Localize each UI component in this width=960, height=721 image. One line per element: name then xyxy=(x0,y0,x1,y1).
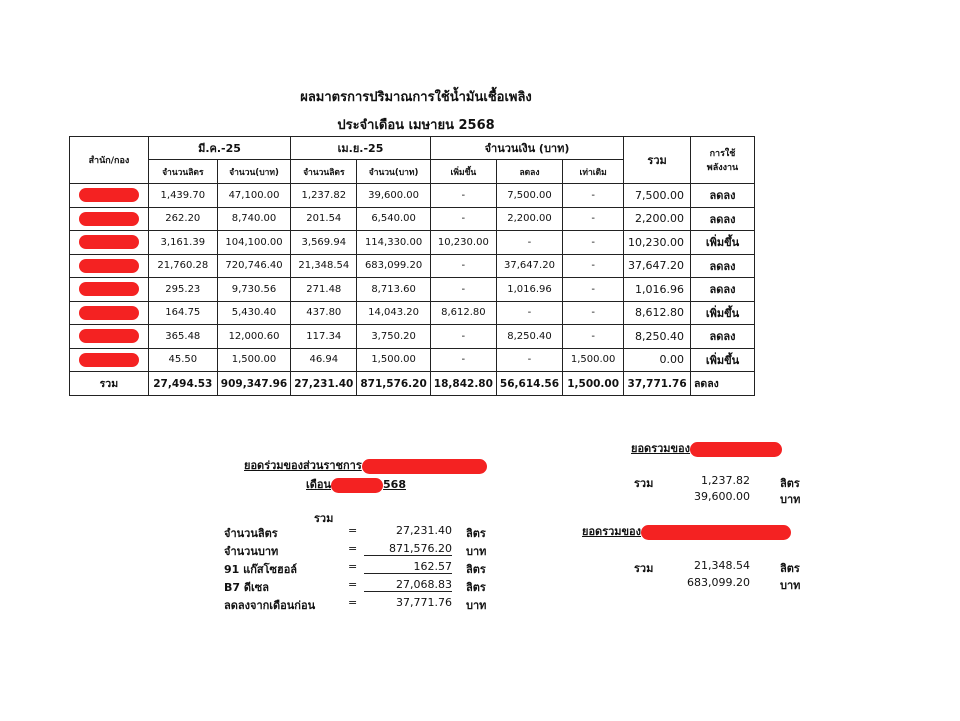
summary-right-2-liters-unit: ลิตร xyxy=(780,562,800,575)
cell-total: 37,647.20 xyxy=(624,254,691,278)
redaction-mark xyxy=(331,478,383,493)
summary-right-2-heading: ยอดรวมของ xyxy=(582,525,642,538)
cell-apr_l: 201.54 xyxy=(291,207,357,231)
cell-total: 8,612.80 xyxy=(624,301,691,325)
sub-equal: เท่าเดิม xyxy=(563,160,624,184)
totals-increase: 18,842.80 xyxy=(430,372,496,396)
summary-eq: = xyxy=(348,542,358,555)
summary-right-1-heading-line xyxy=(631,439,782,457)
redaction-mark xyxy=(79,235,139,249)
table-row xyxy=(70,254,755,278)
cell-dec: 2,200.00 xyxy=(496,207,562,231)
summary-left-total-label: รวม xyxy=(314,512,334,525)
cell-dec: - xyxy=(496,348,562,372)
totals-mar-baht: 909,347.96 xyxy=(217,372,290,396)
cell-apr_b: 1,500.00 xyxy=(357,348,430,372)
cell-status: เพิ่มขึ้น xyxy=(690,301,754,325)
cell-apr_b: 114,330.00 xyxy=(357,231,430,255)
redaction-mark xyxy=(641,525,791,540)
cell-mar_l: 164.75 xyxy=(148,301,217,325)
summary-value: 37,771.76 xyxy=(396,596,452,609)
redaction-mark xyxy=(79,353,139,367)
cell-apr_l: 3,569.94 xyxy=(291,231,357,255)
group-mar-header: มี.ค.-25 xyxy=(148,137,290,160)
cell-dec: - xyxy=(496,231,562,255)
redaction-mark xyxy=(690,442,782,457)
sub-baht-mar: จำนวน(บาท) xyxy=(217,160,290,184)
group-apr-header: เม.ย.-25 xyxy=(291,137,431,160)
cell-status: ลดลง xyxy=(690,207,754,231)
summary-right-2-baht: 683,099.20 xyxy=(687,576,750,589)
summary-eq: = xyxy=(348,560,358,573)
summary-row xyxy=(224,524,504,540)
summary-unit: ลิตร xyxy=(466,581,486,594)
summary-right-2-total-label: รวม xyxy=(634,562,654,575)
redaction-mark xyxy=(362,459,487,474)
cell-mar_b: 1,500.00 xyxy=(217,348,290,372)
totals-equal: 1,500.00 xyxy=(563,372,624,396)
summary-label: ลดลงจากเดือนก่อน xyxy=(224,599,316,612)
cell-dec: - xyxy=(496,301,562,325)
summary-eq: = xyxy=(348,596,358,609)
redaction-mark xyxy=(79,306,139,320)
summary-label: จำนวนลิตร xyxy=(224,527,278,540)
table-row xyxy=(70,325,755,349)
cell-status: ลดลง xyxy=(690,278,754,302)
cell-status: ลดลง xyxy=(690,325,754,349)
cell-apr_b: 39,600.00 xyxy=(357,184,430,208)
totals-total: 37,771.76 xyxy=(624,372,691,396)
cell-eq: - xyxy=(563,301,624,325)
cell-mar_l: 45.50 xyxy=(148,348,217,372)
cell-mar_b: 47,100.00 xyxy=(217,184,290,208)
summary-left-month-line xyxy=(306,475,406,493)
cell-mar_b: 104,100.00 xyxy=(217,231,290,255)
summary-unit: บาท xyxy=(466,599,487,612)
totals-apr-liters: 27,231.40 xyxy=(291,372,357,396)
cell-inc: - xyxy=(430,325,496,349)
cell-total: 1,016.96 xyxy=(624,278,691,302)
summary-unit: บาท xyxy=(466,545,487,558)
cell-inc: - xyxy=(430,207,496,231)
cell-mar_l: 295.23 xyxy=(148,278,217,302)
cell-total: 8,250.40 xyxy=(624,325,691,349)
sub-increase: เพิ่มขึ้น xyxy=(430,160,496,184)
summary-row xyxy=(224,542,504,558)
cell-status: เพิ่มขึ้น xyxy=(690,348,754,372)
summary-left-heading-line xyxy=(244,456,487,474)
unit-cell xyxy=(70,184,149,208)
summary-value: 162.57 xyxy=(364,560,452,574)
redaction-mark xyxy=(79,282,139,296)
cell-mar_b: 8,740.00 xyxy=(217,207,290,231)
document-title: ผลมาตรการปริมาณการใช้น้ำมันเชื้อเพลิง xyxy=(300,90,532,105)
col-total-header: รวม xyxy=(624,137,691,184)
summary-unit: ลิตร xyxy=(466,563,486,576)
cell-mar_l: 365.48 xyxy=(148,325,217,349)
summary-row xyxy=(224,578,504,594)
col-usage-header: การใช้พลังงาน xyxy=(690,137,754,184)
cell-mar_b: 5,430.40 xyxy=(217,301,290,325)
cell-inc: 10,230.00 xyxy=(430,231,496,255)
summary-right-1-total-label: รวม xyxy=(634,477,654,490)
col-unit-header: สำนัก/กอง xyxy=(70,137,149,184)
cell-inc: 8,612.80 xyxy=(430,301,496,325)
cell-inc: - xyxy=(430,254,496,278)
totals-label: รวม xyxy=(70,372,149,396)
summary-left-month-suffix: 568 xyxy=(383,478,406,491)
cell-mar_b: 720,746.40 xyxy=(217,254,290,278)
redaction-mark xyxy=(79,188,139,202)
totals-apr-baht: 871,576.20 xyxy=(357,372,430,396)
totals-row xyxy=(70,372,755,396)
unit-cell xyxy=(70,278,149,302)
cell-dec: 37,647.20 xyxy=(496,254,562,278)
summary-right-2-baht-unit: บาท xyxy=(780,579,801,592)
unit-cell xyxy=(70,254,149,278)
summary-eq: = xyxy=(348,578,358,591)
summary-value: 27,068.83 xyxy=(364,578,452,592)
cell-status: เพิ่มขึ้น xyxy=(690,231,754,255)
summary-right-1-baht: 39,600.00 xyxy=(694,490,750,503)
unit-cell xyxy=(70,207,149,231)
cell-status: ลดลง xyxy=(690,254,754,278)
sub-liters-mar: จำนวนลิตร xyxy=(148,160,217,184)
cell-inc: - xyxy=(430,348,496,372)
cell-status: ลดลง xyxy=(690,184,754,208)
document-subtitle: ประจำเดือน เมษายน 2568 xyxy=(337,118,495,133)
unit-cell xyxy=(70,301,149,325)
cell-apr_l: 46.94 xyxy=(291,348,357,372)
cell-mar_l: 1,439.70 xyxy=(148,184,217,208)
cell-total: 7,500.00 xyxy=(624,184,691,208)
cell-mar_l: 3,161.39 xyxy=(148,231,217,255)
sub-decrease: ลดลง xyxy=(496,160,562,184)
table-row xyxy=(70,184,755,208)
cell-inc: - xyxy=(430,278,496,302)
table-row xyxy=(70,278,755,302)
cell-eq: 1,500.00 xyxy=(563,348,624,372)
summary-row xyxy=(224,560,504,576)
summary-left-month-prefix: เดือน xyxy=(306,478,332,491)
totals-mar-liters: 27,494.53 xyxy=(148,372,217,396)
summary-unit: ลิตร xyxy=(466,527,486,540)
redaction-mark xyxy=(79,212,139,226)
cell-mar_b: 12,000.60 xyxy=(217,325,290,349)
summary-right-1-heading: ยอดรวมของ xyxy=(631,442,691,455)
unit-cell xyxy=(70,348,149,372)
cell-inc: - xyxy=(430,184,496,208)
totals-decrease: 56,614.56 xyxy=(496,372,562,396)
unit-cell xyxy=(70,231,149,255)
summary-right-2-heading-line xyxy=(582,522,791,540)
summary-row xyxy=(224,596,504,612)
fuel-usage-table xyxy=(69,136,755,396)
cell-apr_l: 117.34 xyxy=(291,325,357,349)
table-row xyxy=(70,207,755,231)
cell-apr_b: 683,099.20 xyxy=(357,254,430,278)
summary-left-heading: ยอดร่วมของส่วนราชการ xyxy=(244,459,362,472)
cell-eq: - xyxy=(563,278,624,302)
table-row xyxy=(70,231,755,255)
summary-label: 91 แก๊สโซฮอล์ xyxy=(224,563,298,576)
sub-baht-apr: จำนวน(บาท) xyxy=(357,160,430,184)
totals-status: ลดลง xyxy=(690,372,754,396)
cell-eq: - xyxy=(563,254,624,278)
summary-right-2-liters: 21,348.54 xyxy=(694,559,750,572)
cell-dec: 7,500.00 xyxy=(496,184,562,208)
cell-apr_l: 1,237.82 xyxy=(291,184,357,208)
cell-eq: - xyxy=(563,184,624,208)
cell-total: 0.00 xyxy=(624,348,691,372)
table-row xyxy=(70,301,755,325)
summary-label: จำนวนบาท xyxy=(224,545,279,558)
cell-apr_l: 271.48 xyxy=(291,278,357,302)
group-money-header: จำนวนเงิน (บาท) xyxy=(430,137,623,160)
cell-total: 10,230.00 xyxy=(624,231,691,255)
summary-right-1-baht-unit: บาท xyxy=(780,493,801,506)
summary-value: 871,576.20 xyxy=(364,542,452,556)
redaction-mark xyxy=(79,329,139,343)
cell-mar_l: 262.20 xyxy=(148,207,217,231)
cell-apr_l: 21,348.54 xyxy=(291,254,357,278)
summary-eq: = xyxy=(348,524,358,537)
sub-liters-apr: จำนวนลิตร xyxy=(291,160,357,184)
cell-total: 2,200.00 xyxy=(624,207,691,231)
cell-apr_b: 14,043.20 xyxy=(357,301,430,325)
unit-cell xyxy=(70,325,149,349)
cell-dec: 8,250.40 xyxy=(496,325,562,349)
cell-apr_b: 8,713.60 xyxy=(357,278,430,302)
summary-right-1-liters: 1,237.82 xyxy=(701,474,750,487)
cell-apr_l: 437.80 xyxy=(291,301,357,325)
summary-value: 27,231.40 xyxy=(396,524,452,537)
redaction-mark xyxy=(79,259,139,273)
table-row xyxy=(70,348,755,372)
cell-apr_b: 6,540.00 xyxy=(357,207,430,231)
cell-mar_l: 21,760.28 xyxy=(148,254,217,278)
cell-dec: 1,016.96 xyxy=(496,278,562,302)
cell-mar_b: 9,730.56 xyxy=(217,278,290,302)
summary-label: B7 ดีเซล xyxy=(224,581,269,594)
cell-eq: - xyxy=(563,325,624,349)
cell-eq: - xyxy=(563,231,624,255)
cell-eq: - xyxy=(563,207,624,231)
summary-right-1-liters-unit: ลิตร xyxy=(780,477,800,490)
cell-apr_b: 3,750.20 xyxy=(357,325,430,349)
